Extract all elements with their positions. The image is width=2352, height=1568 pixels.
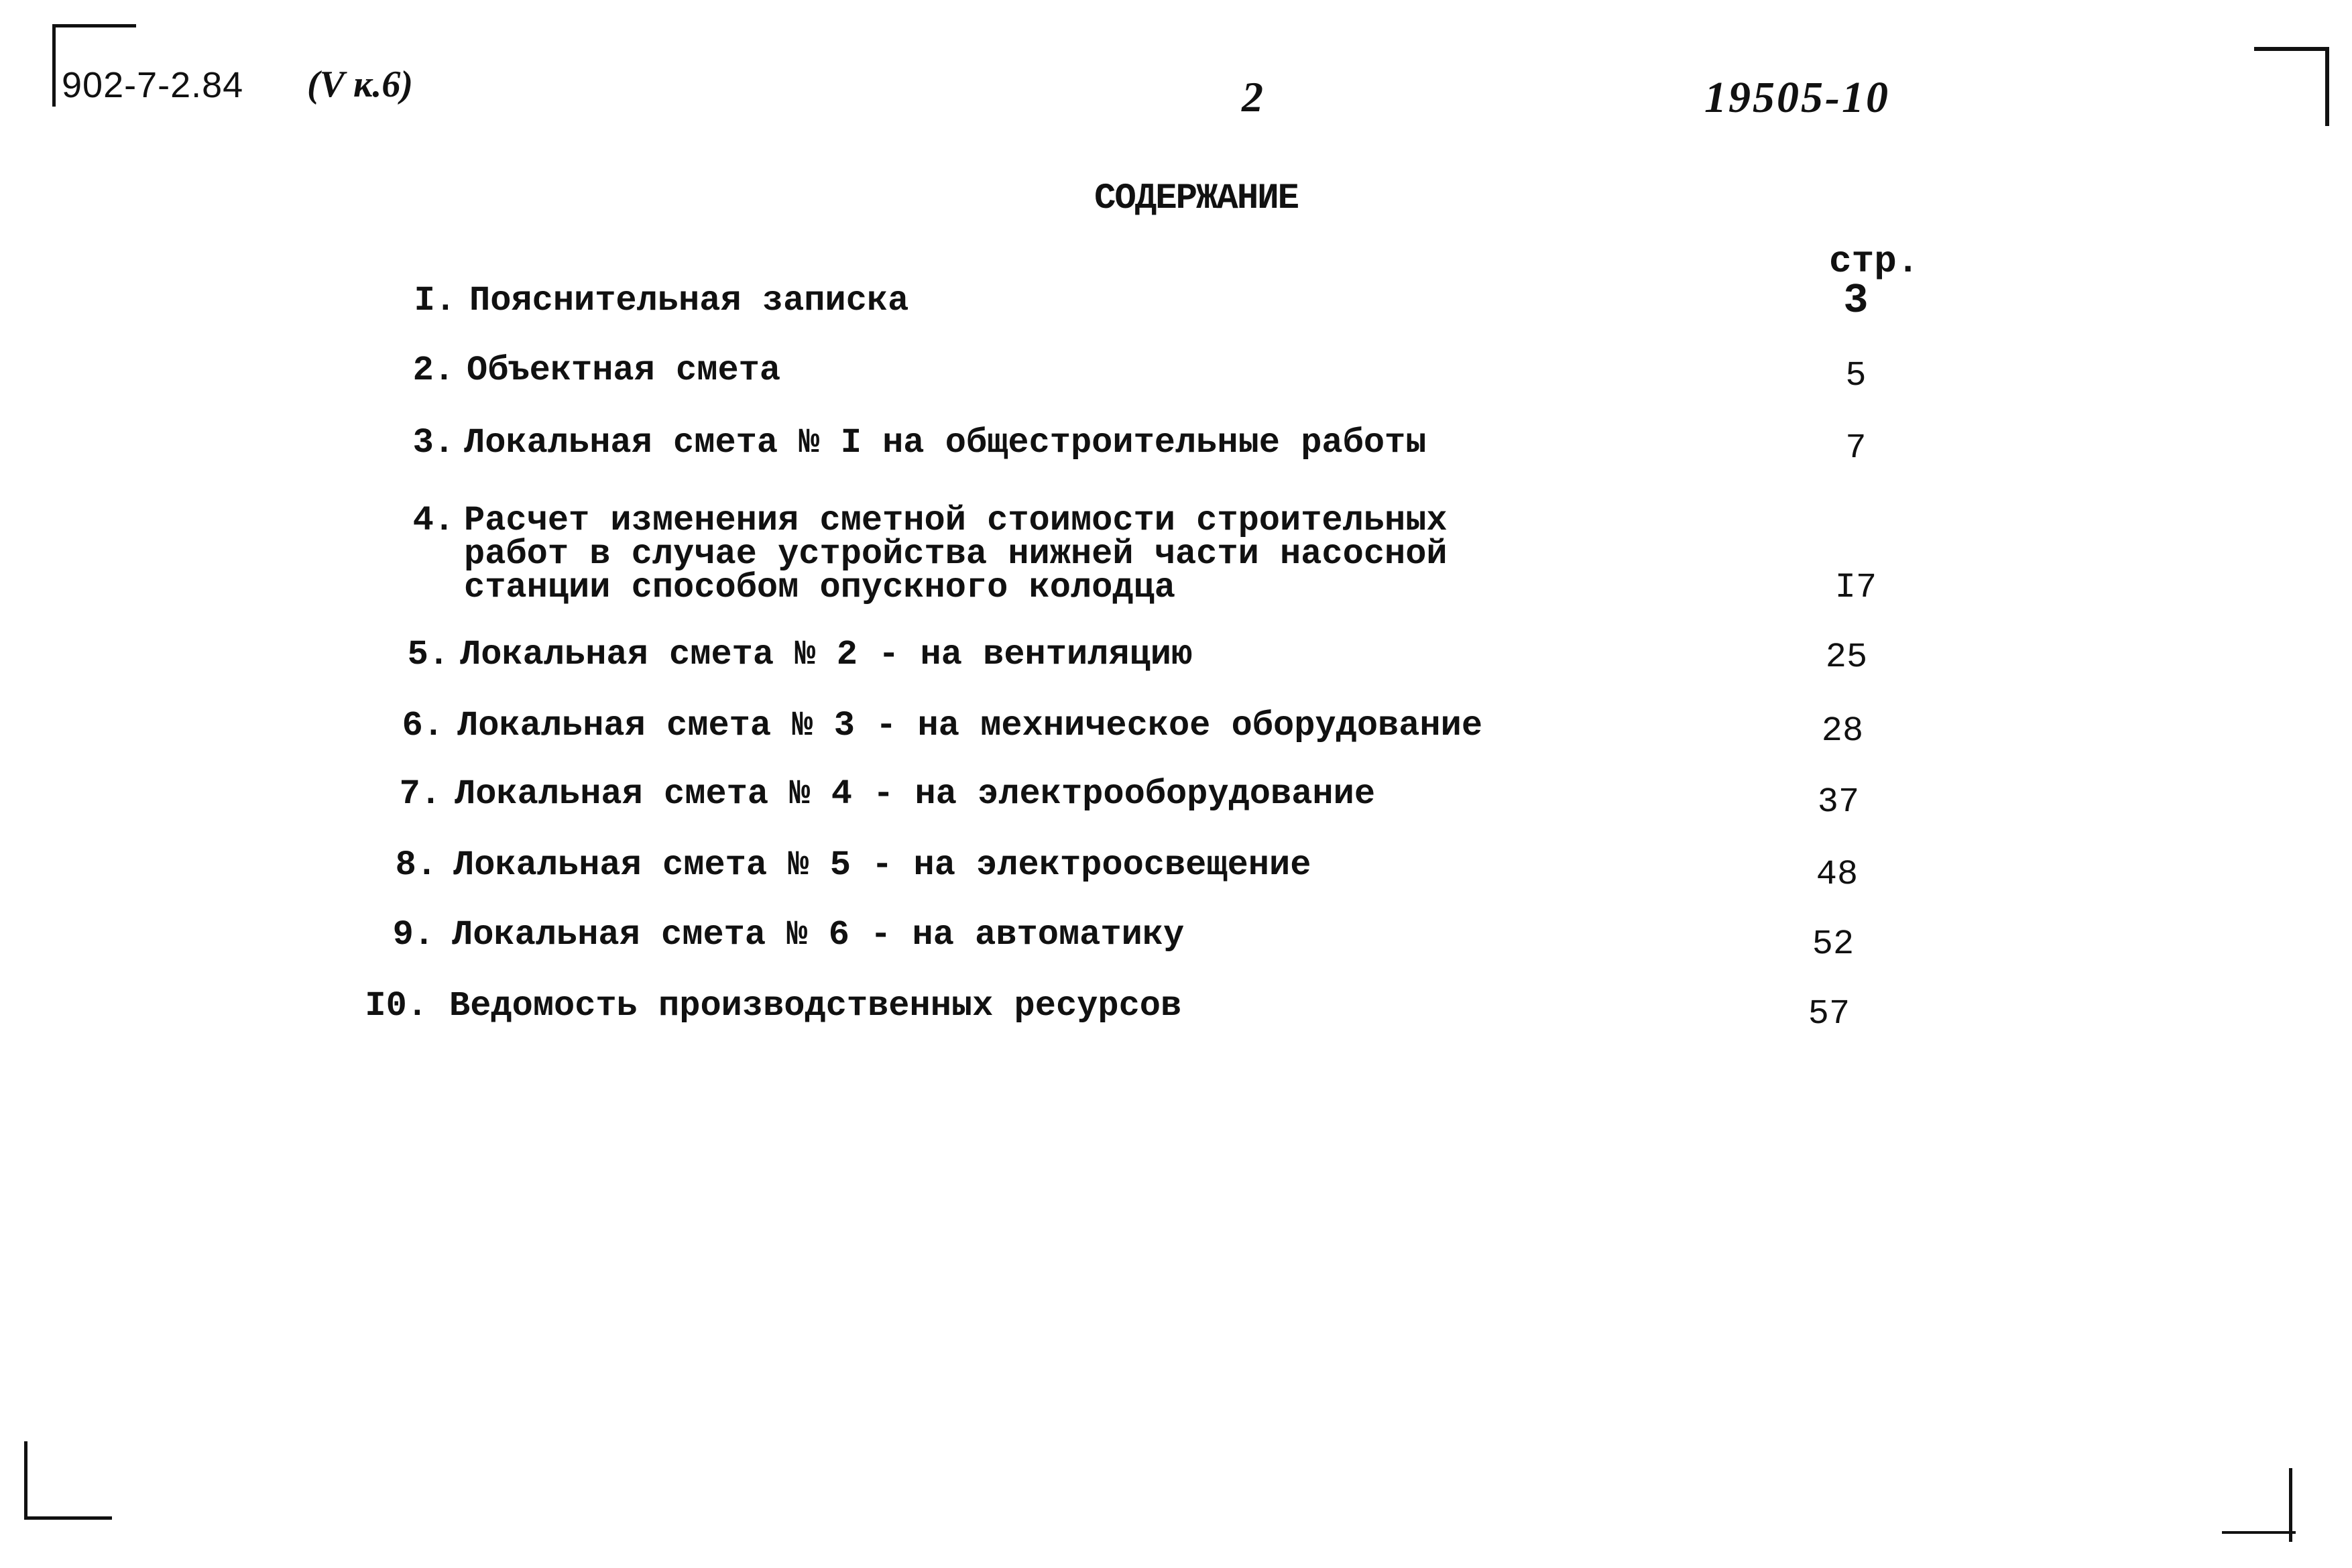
toc-item-number: 8. (395, 845, 437, 885)
toc-item-number: 2. (412, 351, 455, 390)
toc-item-number: I0. (365, 986, 428, 1026)
toc-item-number: 9. (392, 915, 434, 955)
corner-mark-bottom-right-horizontal (2222, 1531, 2296, 1534)
toc-item-page: I7 (1834, 568, 1877, 607)
toc-item-title: Объектная смета (467, 351, 781, 390)
toc-item-title: Локальная смета № 3 - на мехническое оборудование (457, 706, 1483, 745)
toc-item-number: 6. (402, 706, 444, 745)
toc-item-title: Ведомость производственных ресурсов (449, 986, 1182, 1026)
page-column-label: стр. (1829, 240, 1920, 283)
toc-item-page: 48 (1816, 855, 1859, 894)
toc-item-page: 7 (1845, 428, 1867, 468)
corner-mark-bottom-left (24, 1441, 112, 1520)
document-code: 902-7-2.84 (62, 65, 244, 105)
toc-item-page: 52 (1812, 924, 1855, 964)
toc-item-title: Локальная смета № 4 - на электрооборудование (455, 774, 1376, 814)
toc-item-page: 25 (1825, 638, 1868, 677)
toc-item-title: Локальная смета № 5 - на электроосвещение (453, 845, 1311, 885)
toc-item-number: 3. (412, 423, 455, 463)
toc-title: СОДЕРЖАНИЕ (1094, 178, 1299, 219)
toc-item-page: 57 (1808, 994, 1850, 1034)
toc-item-number: 5. (407, 635, 449, 674)
toc-item-page: 3 (1843, 277, 1869, 324)
document-volume: (V к.6) (307, 64, 414, 105)
toc-item-number: 7. (399, 774, 441, 814)
toc-item-title: Расчет изменения сметной стоимости строительных работ в случае устройства нижней части насосной станции способом опускного колодца (464, 501, 1448, 607)
toc-item-title: Локальная смета № I на общестроительные работы (464, 423, 1427, 463)
toc-item-page: 37 (1817, 782, 1860, 822)
archive-number: 19505-10 (1704, 73, 1890, 122)
toc-item-title: Локальная смета № 6 - на автоматику (452, 915, 1185, 955)
corner-mark-top-right (2254, 47, 2329, 126)
page-number: 2 (1242, 73, 1263, 121)
toc-item-title: Локальная смета № 2 - на вентиляцию (460, 635, 1193, 674)
toc-item-page: 5 (1845, 356, 1867, 396)
toc-item-title: Пояснительная записка (469, 281, 909, 320)
toc-item-number: 4. (412, 501, 455, 540)
toc-item-number: I. (414, 281, 456, 320)
toc-item-page: 28 (1821, 711, 1864, 751)
